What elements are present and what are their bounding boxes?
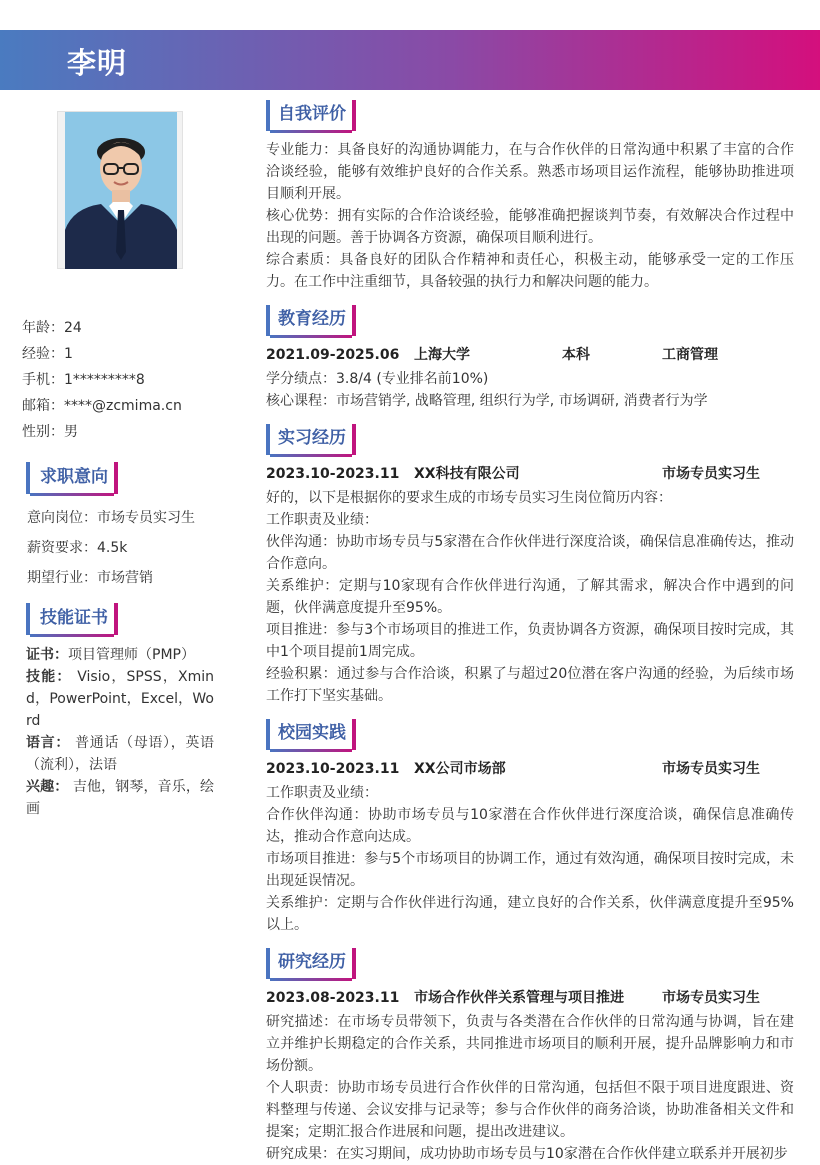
internship-period: 2023.10-2023.11 xyxy=(266,466,400,482)
skill-language xyxy=(26,732,214,776)
internship-line: 项目推进：参与3个市场项目的推进工作，负责协调各方资源，确保项目按时完成，其中1个项目提前1周完成。 xyxy=(266,622,794,660)
intent-value: 市场专员实习生 xyxy=(97,510,195,526)
skill-label: 证书： xyxy=(26,647,68,663)
education-line: 学分绩点：3.8/4 (专业排名前10%) xyxy=(266,371,489,387)
intent-label: 期望行业： xyxy=(27,570,97,586)
info-experience xyxy=(22,344,232,370)
education-line: 核心课程：市场营销学, 战略管理, 组织行为学, 市场调研, 消费者行为学 xyxy=(266,393,708,409)
info-phone xyxy=(22,370,232,396)
info-value: 男 xyxy=(64,424,78,440)
internship-role: 市场专员实习生 xyxy=(662,466,760,482)
internship-line: 伙伴沟通：协助市场专员与5家潜在合作伙伴进行深度洽谈，确保信息准确传达，推动合作意向。 xyxy=(266,534,794,572)
intent-salary xyxy=(27,538,227,568)
skill-cert xyxy=(26,644,214,666)
campus-line: 工作职责及业绩： xyxy=(266,785,378,801)
person-portrait-icon xyxy=(65,112,177,269)
internship-header-row xyxy=(266,463,794,485)
section-title-internship: 实习经历 xyxy=(266,424,356,455)
self-eval-line: 综合素质：具备良好的团队合作精神和责任心，积极主动，能够承受一定的工作压力。在工作中注重细节，具备较强的执行力和解决问题的能力。 xyxy=(266,252,794,290)
info-label: 年龄： xyxy=(22,320,64,336)
section-title-research: 研究经历 xyxy=(266,948,356,979)
skill-hobby xyxy=(26,776,214,820)
intent-industry xyxy=(27,568,227,598)
internship-line: 工作职责及业绩： xyxy=(266,512,378,528)
info-age xyxy=(22,318,232,344)
research-details xyxy=(266,1011,794,1165)
section-title-education: 教育经历 xyxy=(266,305,356,336)
skill-value: 吉他，钢琴，音乐，绘画 xyxy=(26,779,214,817)
info-email xyxy=(22,396,232,422)
section-title-campus: 校园实践 xyxy=(266,719,356,750)
info-label: 经验： xyxy=(22,346,64,362)
campus-line: 合作伙伴沟通：协助市场专员与10家潜在合作伙伴进行深度洽谈，确保信息准确传达，推动合作意向达成。 xyxy=(266,807,794,845)
intent-label: 薪资要求： xyxy=(27,540,97,556)
campus-line: 市场项目推进：参与5个市场项目的协调工作，通过有效沟通，确保项目按时完成，未出现延误情况。 xyxy=(266,851,794,889)
skills-list xyxy=(26,644,214,820)
profile-photo xyxy=(65,112,177,269)
profile-photo-frame xyxy=(57,111,183,269)
header-banner xyxy=(0,30,820,90)
campus-header-row xyxy=(266,758,794,780)
self-eval-line: 专业能力：具备良好的沟通协调能力，在与合作伙伴的日常沟通中积累了丰富的合作洽谈经验，能够有效维护良好的合作关系。熟悉市场项目运作流程，能够协助推进项目顺利开展。 xyxy=(266,142,794,202)
education-school: 上海大学 xyxy=(414,347,470,363)
campus-details xyxy=(266,782,794,936)
research-line: 研究成果：在实习期间，成功协助市场专员与10家潜在合作伙伴建立联系并开展初步 xyxy=(266,1146,788,1162)
info-label: 性别： xyxy=(22,424,64,440)
skill-label: 语言： xyxy=(26,735,70,751)
info-value: ****@zcmima.cn xyxy=(64,398,182,414)
research-period: 2023.08-2023.11 xyxy=(266,990,400,1006)
candidate-name: 李明 xyxy=(67,46,128,80)
self-eval-line: 核心优势：拥有实际的合作洽谈经验，能够准确把握谈判节奏，有效解决合作过程中出现的问题。善于协调各方资源，确保项目顺利进行。 xyxy=(266,208,794,246)
intent-label: 意向岗位： xyxy=(27,510,97,526)
research-line: 研究描述：在市场专员带领下，负责与各类潜在合作伙伴的日常沟通与协调，旨在建立并维护长期稳定的合作关系，共同推进市场项目的顺利开展，提升品牌影响力和市场份额。 xyxy=(266,1014,794,1074)
education-major: 工商管理 xyxy=(662,347,718,363)
info-gender xyxy=(22,422,232,448)
campus-line: 关系维护：定期与合作伙伴进行沟通，建立良好的合作关系，伙伴满意度提升至95%以上。 xyxy=(266,895,794,933)
info-value: 24 xyxy=(64,320,82,336)
education-degree: 本科 xyxy=(562,347,590,363)
research-topic: 市场合作伙伴关系管理与项目推进 xyxy=(414,990,624,1006)
education-details xyxy=(266,368,794,412)
campus-org: XX公司市场部 xyxy=(414,761,506,777)
intent-position xyxy=(27,508,227,538)
internship-org: XX科技有限公司 xyxy=(414,466,520,482)
education-header-row xyxy=(266,344,794,366)
research-header-row xyxy=(266,987,794,1009)
skill-label: 技能： xyxy=(26,669,72,685)
skill-value: 项目管理师（PMP） xyxy=(68,647,195,663)
info-label: 手机： xyxy=(22,372,64,388)
section-title-skills: 技能证书 xyxy=(26,603,118,635)
self-eval-text xyxy=(266,139,794,293)
section-title-self-eval: 自我评价 xyxy=(266,100,356,131)
skill-label: 兴趣： xyxy=(26,779,69,795)
intent-value: 市场营销 xyxy=(97,570,153,586)
campus-role: 市场专员实习生 xyxy=(662,761,760,777)
internship-line: 关系维护：定期与10家现有合作伙伴进行沟通，了解其需求，解决合作中遇到的问题，伙伴满意度提升至95%。 xyxy=(266,578,794,616)
section-title-intent: 求职意向 xyxy=(26,462,118,494)
skill-tools xyxy=(26,666,214,732)
intent-value: 4.5k xyxy=(97,540,128,556)
info-value: 1 xyxy=(64,346,73,362)
campus-period: 2023.10-2023.11 xyxy=(266,761,400,777)
internship-details xyxy=(266,487,794,707)
job-intent xyxy=(27,508,227,598)
research-role: 市场专员实习生 xyxy=(662,990,760,1006)
internship-line: 经验积累：通过参与合作洽谈，积累了与超过20位潜在客户沟通的经验，为后续市场工作打下坚实基础。 xyxy=(266,666,794,704)
research-line: 个人职责：协助市场专员进行合作伙伴的日常沟通，包括但不限于项目进度跟进、资料整理与传递、会议安排与记录等；参与合作伙伴的商务洽谈，协助准备相关文件和提案；定期汇报合作进展和问题，提出改进建议。 xyxy=(266,1080,794,1140)
internship-line: 好的，以下是根据你的要求生成的市场专员实习生岗位简历内容： xyxy=(266,490,672,506)
info-value: 1*********8 xyxy=(64,372,145,388)
basic-info xyxy=(22,318,232,448)
education-period: 2021.09-2025.06 xyxy=(266,347,400,363)
skill-value: Visio，SPSS，Xmind，PowerPoint，Excel，Word xyxy=(26,669,215,729)
skill-value: 普通话（母语），英语（流利），法语 xyxy=(26,735,215,773)
info-label: 邮箱： xyxy=(22,398,64,414)
